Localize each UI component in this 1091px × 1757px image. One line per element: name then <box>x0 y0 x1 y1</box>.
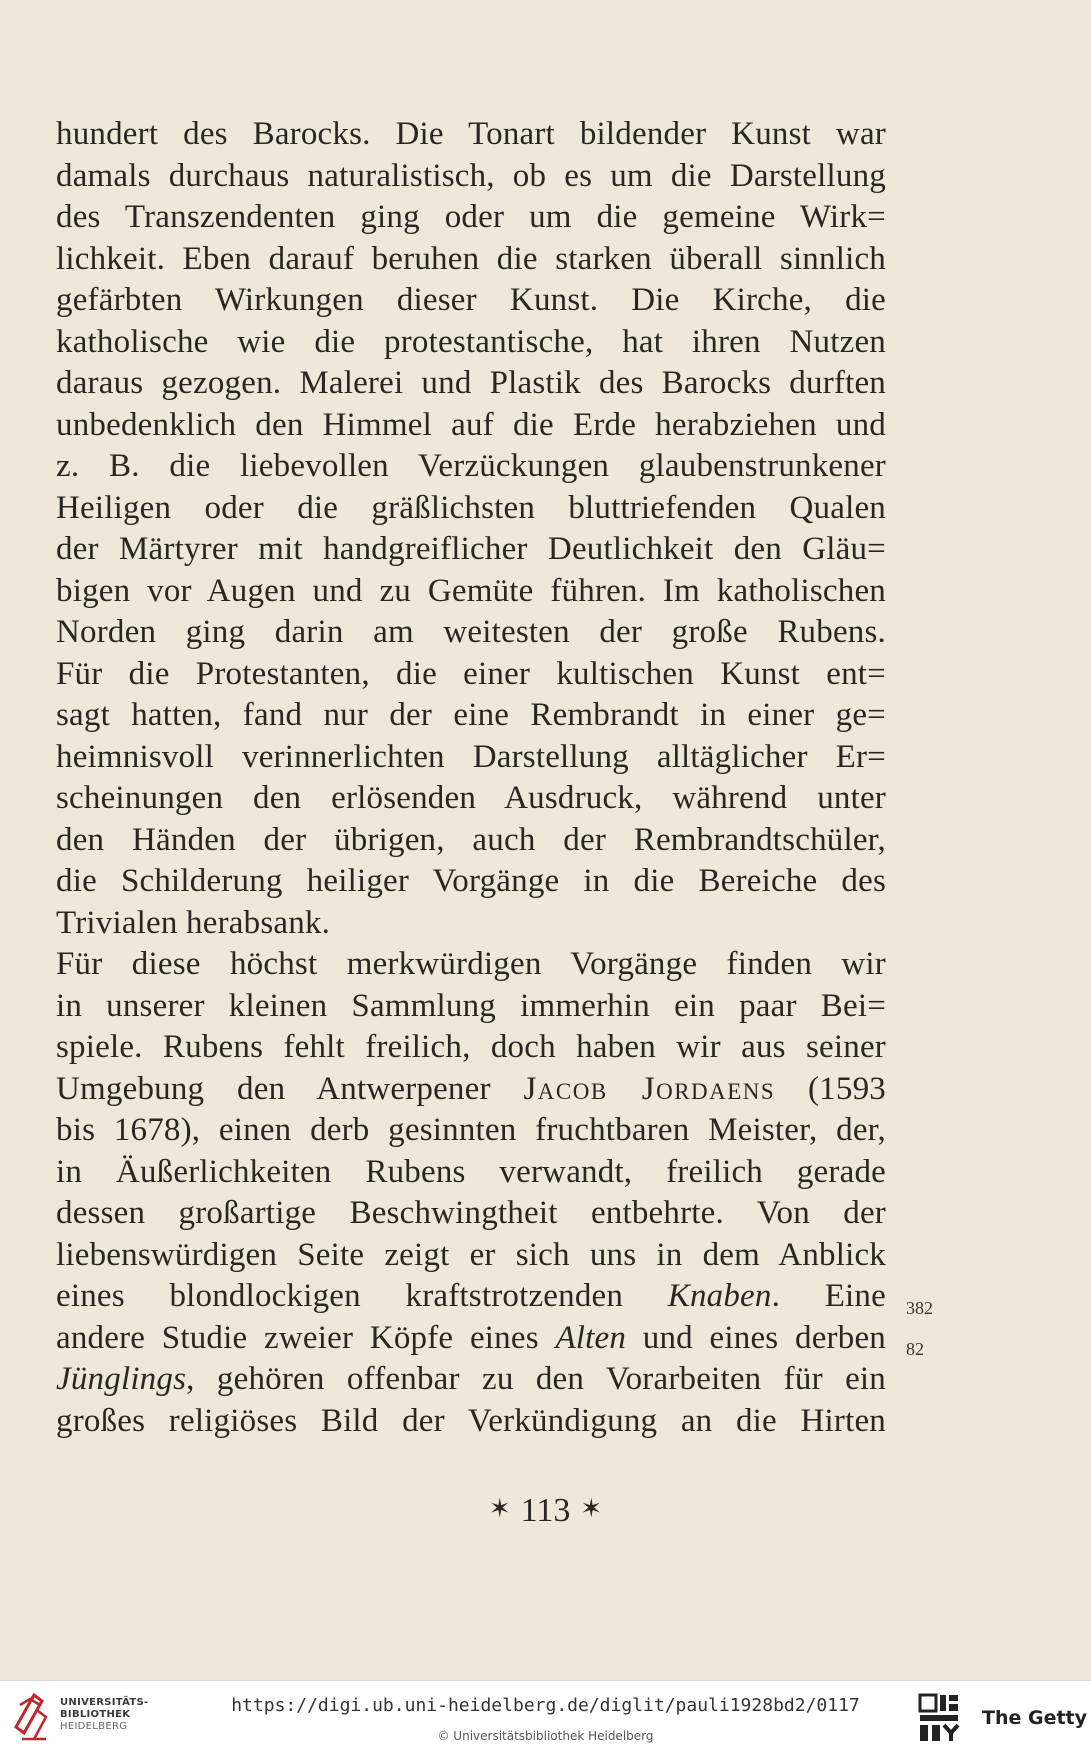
text-line <box>56 1318 886 1360</box>
text-line: katholische wie die protestantische, hat ihren Nutzen <box>56 323 886 360</box>
getty-logo-icon[interactable] <box>918 1693 960 1743</box>
text-line: Trivialen herabsank. <box>56 904 331 941</box>
text-line: Für die Protestanten, die einer kultischen Kunst ent= <box>56 655 886 692</box>
text-line: Heiligen oder die gräßlichsten bluttriefenden Qualen <box>56 489 886 526</box>
text-line: in unserer kleinen Sammlung immerhin ein paar Bei= <box>56 987 886 1024</box>
artist-name: Jacob Jordaens <box>523 1070 776 1107</box>
permalink-url[interactable]: https://digi.ub.uni-heidelberg.de/diglit/pauli1928bd2/0117 <box>231 1695 860 1716</box>
text-line <box>56 1359 886 1401</box>
text-run: Umgebung den Antwerpener <box>56 1070 524 1107</box>
text-line: lichkeit. Eben darauf beruhen die starken überall sinnlich <box>56 240 886 277</box>
text-line: bis 1678), einen derb gesinnten fruchtbaren Meister, der, <box>56 1112 886 1148</box>
artwork-title: Alten <box>555 1319 627 1356</box>
text-line: scheinungen den erlösenden Ausdruck, während unter <box>56 780 886 816</box>
text-line: der Märtyrer mit handgreiflicher Deutlichkeit den Gläu= <box>56 531 886 567</box>
text-line: die Schilderung heiliger Vorgänge in die Bereiche des <box>56 863 886 899</box>
margin-note: 82 <box>906 1339 924 1359</box>
text-run: eines blondlockigen kraftstrotzenden <box>56 1278 668 1314</box>
page-number: 113 <box>520 1492 571 1529</box>
text-run: andere Studie zweier Köpfe eines <box>56 1319 556 1356</box>
text-line <box>56 1069 886 1111</box>
text-line: z. B. die liebevollen Verzückungen glaubenstrunkener <box>56 448 886 484</box>
text-run: . Eine <box>771 1278 886 1314</box>
text-line: spiele. Rubens fehlt freilich, doch haben wir aus seiner <box>56 1029 886 1065</box>
text-line: Norden ging darin am weitesten der große Rubens. <box>56 614 886 650</box>
text-line: dessen großartige Beschwingtheit entbehrte. Von der <box>56 1195 886 1231</box>
artwork-title: Knaben <box>667 1278 772 1314</box>
text-line: den Händen der übrigen, auch der Rembrandtschüler, <box>56 821 886 858</box>
text-line: hundert des Barocks. Die Tonart bildender Kunst war <box>56 116 886 152</box>
text-line: in Äußerlichkeiten Rubens verwandt, freilich gerade <box>56 1153 886 1190</box>
text-line: heimnisvoll verinnerlichten Darstellung alltäglicher Er= <box>56 738 886 775</box>
text-line: damals durchaus naturalistisch, ob es um die Darstellung <box>56 157 886 194</box>
star-ornament-icon: ✶ <box>488 1494 511 1523</box>
text-line: sagt hatten, fand nur der eine Rembrandt in einer ge= <box>56 697 886 733</box>
text-run: , gehören offenbar zu den Vorarbeiten für ein <box>186 1361 886 1397</box>
page-number-line <box>0 1492 1091 1530</box>
library-name-line: BIBLIOTHEK <box>60 1709 131 1720</box>
text-line: daraus gezogen. Malerei und Plastik des Barocks durften <box>56 365 886 401</box>
text-line: gefärbten Wirkungen dieser Kunst. Die Kirche, die <box>56 282 886 318</box>
artwork-title: Jünglings <box>56 1361 187 1397</box>
star-ornament-icon: ✶ <box>580 1494 603 1523</box>
library-name-line: HEIDELBERG <box>60 1721 128 1732</box>
viewer-footer <box>0 1680 1091 1757</box>
body-text <box>56 114 886 1442</box>
text-line: Für diese höchst merkwürdigen Vorgänge finden wir <box>56 946 886 982</box>
copyright-notice: © Universitätsbibliothek Heidelberg <box>437 1729 654 1743</box>
text-line: unbedenklich den Himmel auf die Erde herabziehen und <box>56 406 886 443</box>
getty-name[interactable]: The Getty <box>982 1707 1088 1729</box>
text-line: bigen vor Augen und zu Gemüte führen. Im katholischen <box>56 572 886 609</box>
text-run: (1593 <box>775 1070 886 1107</box>
text-line: großes religiöses Bild der Verkündigung an die Hirten <box>56 1402 886 1439</box>
margin-note: 382 <box>906 1298 933 1318</box>
text-run: und eines derben <box>626 1319 886 1356</box>
library-name-line: UNIVERSITÄTS- <box>60 1697 149 1708</box>
text-line: des Transzendenten ging oder um die gemeine Wirk= <box>56 199 886 235</box>
text-line <box>56 1276 886 1318</box>
text-line: liebenswürdigen Seite zeigt er sich uns in dem Anblick <box>56 1236 886 1273</box>
